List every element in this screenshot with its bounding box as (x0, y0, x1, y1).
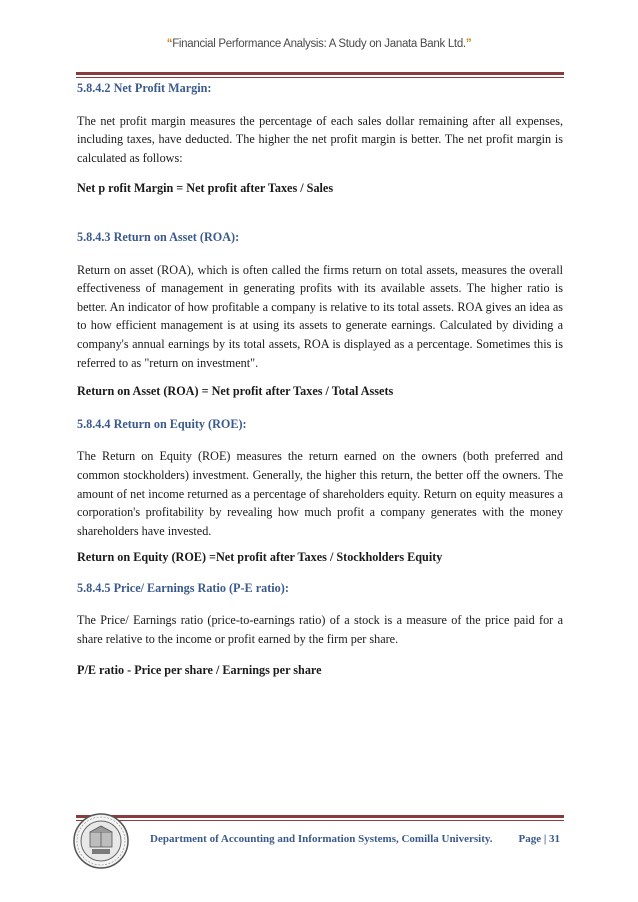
paragraph-roe: The Return on Equity (ROE) measures the return earned on the owners (both preferred and common stockholders) investment. Generally, the higher this return, the better off the owners. The amount of net income returned as a percentage of shareholders equity. Return on equity measures a corporation's profitability by revealing how much profit a company generates with the money shareholders have invested. (77, 449, 563, 538)
paragraph-roa: Return on asset (ROA), which is often called the firms return on total assets, measures the overall effectiveness of management in generating profits with its available assets. The higher ratio is better. An indicator of how profitable a company is relative to its total assets. ROA gives an idea as to how efficient management is at using its assets to generate earnings. Calculated by dividing a company's annual earnings by its total assets, ROA is displayed as a percentage. Sometimes this is referred to as "return on investment". (77, 262, 563, 370)
footer-rule-thin (76, 820, 564, 821)
header-title: Financial Performance Analysis: A Study on Janata Bank Ltd. (172, 38, 466, 50)
header-close-quote: ” (465, 38, 472, 50)
footer-page-number: Page | 31 (518, 833, 560, 845)
header-open-quote: “ (166, 38, 173, 50)
section-heading-pe-ratio: 5.8.4.5 Price/ Earnings Ratio (P-E ratio): (77, 580, 289, 595)
formula-net-profit-margin: Net p rofit Margin = Net profit after Taxes / Sales (77, 181, 334, 196)
section-heading-net-profit-margin: 5.8.4.2 Net Profit Margin: (77, 81, 212, 95)
page-footer (150, 833, 560, 845)
page-content (77, 79, 563, 679)
section-heading-roa: 5.8.4.3 Return on Asset (ROA): (77, 229, 240, 244)
footer-rule-thick (76, 815, 564, 818)
formula-roe: Return on Equity (ROE) =Net profit after Taxes / Stockholders Equity (77, 550, 443, 565)
formula-pe-ratio: P/E ratio - Price per share / Earnings per share (77, 662, 322, 677)
footer-department: Department of Accounting and Information Systems, Comilla University. (150, 833, 493, 845)
paragraph-pe-ratio: The Price/ Earnings ratio (price-to-earnings ratio) of a stock is a measure of the price paid for a share relative to the income or profit earned by the firm per share. (77, 613, 563, 647)
formula-roa: Return on Asset (ROA) = Net profit after Taxes / Total Assets (77, 384, 394, 399)
header-rule-thick (76, 72, 564, 75)
paragraph-net-profit-margin: The net profit margin measures the percentage of each sales dollar remaining after all expenses, including taxes, have deducted. The higher the net profit margin is better. The net profit margin is calculated as follows: (77, 113, 563, 165)
section-heading-roe: 5.8.4.4 Return on Equity (ROE): (77, 416, 247, 431)
page-header (0, 38, 638, 50)
header-rule-thin (76, 77, 564, 78)
university-seal-logo (72, 812, 130, 870)
